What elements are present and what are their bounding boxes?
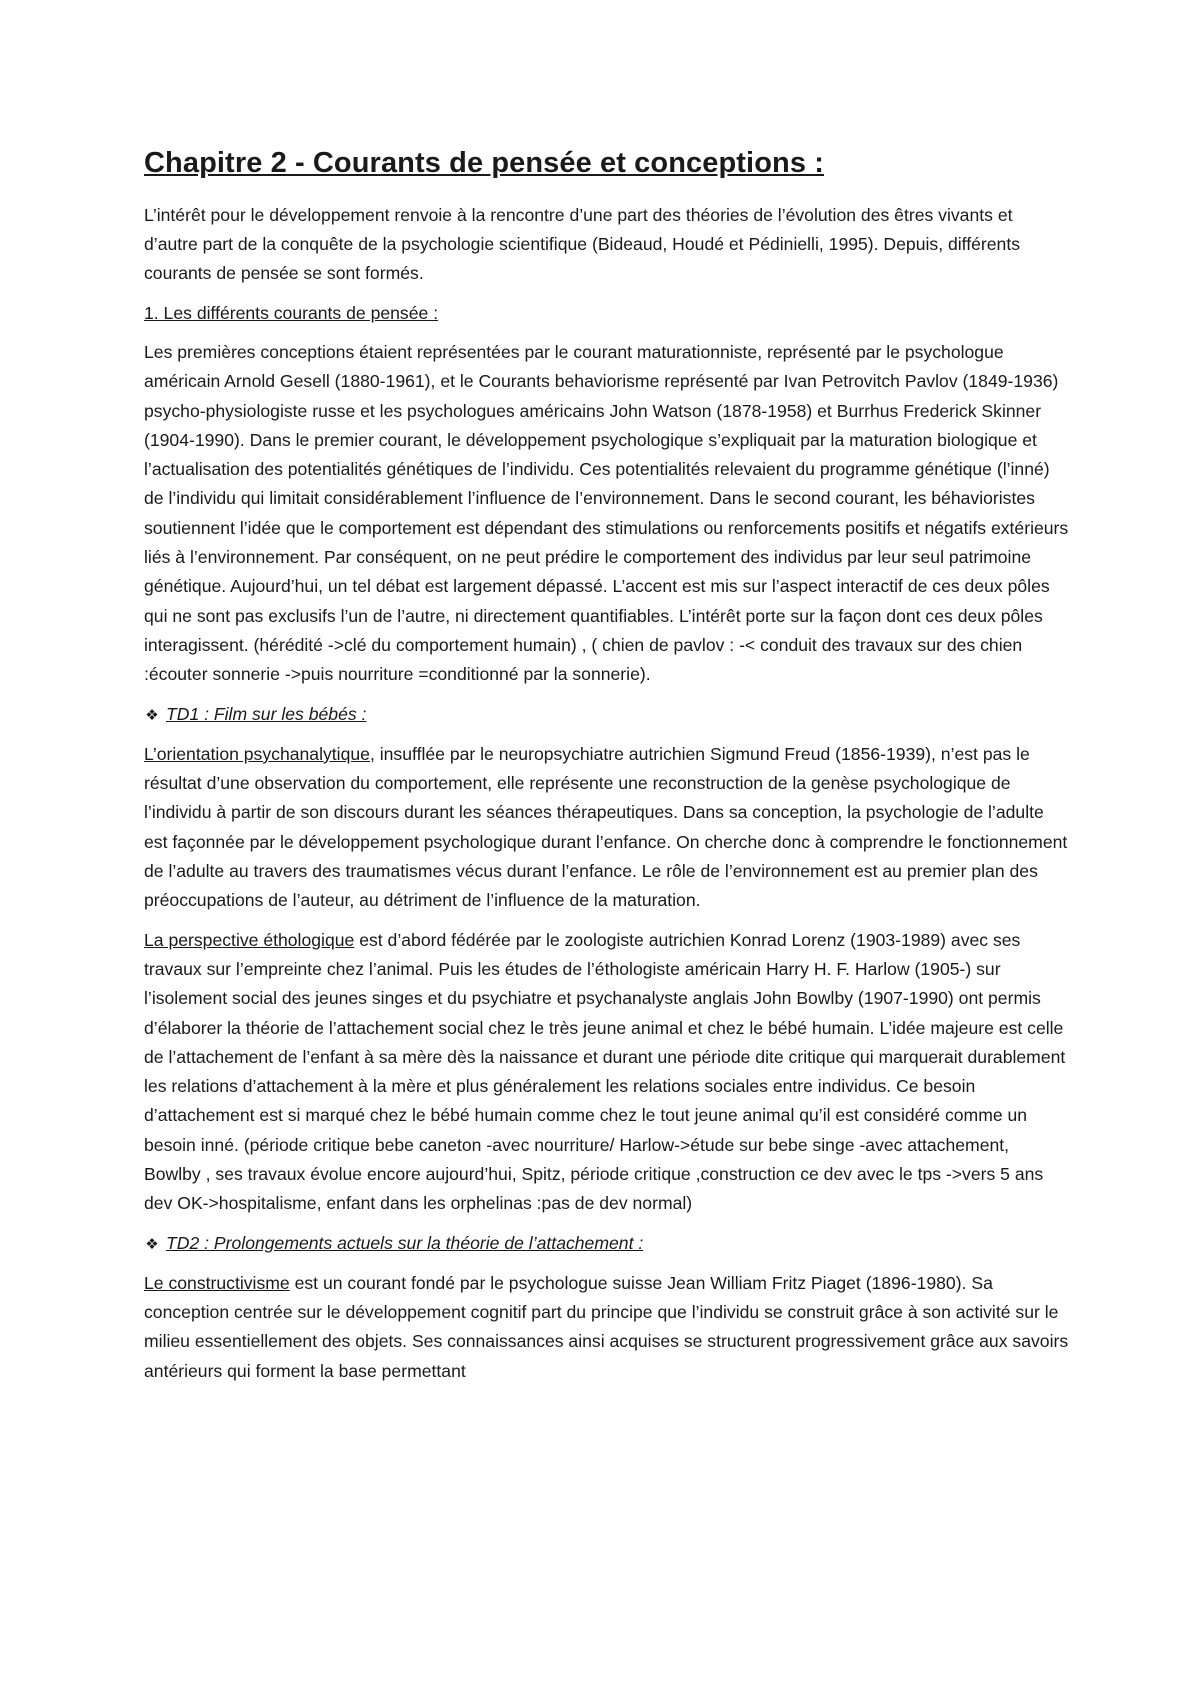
section-heading-text: 1. Les différents courants de pensée : (144, 302, 439, 323)
section-heading (144, 299, 1069, 328)
constructivism-text: est un courant fondé par le psychologue suisse Jean William Fritz Piaget (1896-1980). Sa conception centrée sur le développement cognitif part du principe que l’individu se construit grâce à son activité sur le milieu essentiellement des objets. Ses connaissances ainsi acquises se structurent progressivement grâce aux savoirs antérieurs qui forment la base permettant (144, 1272, 1069, 1381)
ethological-paragraph (144, 926, 1069, 1219)
ethological-term: La perspective éthologique (144, 929, 355, 950)
constructivism-paragraph (144, 1269, 1069, 1386)
constructivism-term: Le constructivisme (144, 1272, 290, 1293)
ethological-text: est d’abord fédérée par le zoologiste autrichien Konrad Lorenz (1903-1989) avec ses travaux sur l’empreinte chez l’animal. Puis les études de l’éthologiste américain Harry H. F. Harlow (1905-) sur l’isolement social des jeunes singes et du psychiatre et psychanalyste anglais John Bowlby (1907-1990) ont permis d’élaborer la théorie de l’attachement social chez le très jeune animal et chez le bébé humain. L’idée majeure est celle de l’attachement de l’enfant à sa mère dès la naissance et durant une période dite critique qui marquerait durablement les relations d’attachement à la mère et plus généralement les relations sociales entre individus. Ce besoin d’attachement est si marqué chez le bébé humain comme chez le tout jeune animal qu’il est considéré comme un besoin inné. (période critique bebe caneton -avec nourriture/ Harlow->étude sur bebe singe -avec attachement, Bowlby , ses travaux évolue encore aujourd’hui, Spitz, période critique ,construction ce dev avec le tps ->vers 5 ans dev OK->hospitalisme, enfant dans les orphelinas :pas de dev normal) (144, 929, 1066, 1214)
psychoanalytic-text: , insufflée par le neuropsychiatre autrichien Sigmund Freud (1856-1939), n’est pas le résultat d’une observation du comportement, elle représente une reconstruction de la genèse psychologique de l’individu à partir de son discours durant les séances thérapeutiques. Dans sa conception, la psychologie de l’adulte est façonnée par le développement psychologique durant l’enfance. On cherche donc à comprendre le fonctionnement de l’adulte au travers des traumatismes vécus durant l’enfance. Le rôle de l’environnement est au premier plan des préoccupations de l’auteur, au détriment de l’influence de la maturation. (144, 743, 1068, 911)
chapter-title: Chapitre 2 - Courants de pensée et conceptions : (144, 147, 824, 179)
intro-paragraph: L’intérêt pour le développement renvoie à la rencontre d’une part des théories de l’évolution des êtres vivants et d’autre part de la conquête de la psychologie scientifique (Bideaud, Houdé et Pédinielli, 1995). Depuis, différents courants de pensée se sont formés. (144, 204, 1021, 284)
diamond-bullet-icon: ❖ (145, 1235, 159, 1253)
psychoanalytic-term: L’orientation psychanalytique (144, 743, 370, 764)
maturation-behaviorism-paragraph: Les premières conceptions étaient représentées par le courant maturationniste, représenté par le psychologue américain Arnold Gesell (1880-1961), et le Courants behaviorisme représenté par Ivan Petrovitch Pavlov (1849-1936) psycho-physiologiste russe et les psychologues américains John Watson (1878-1958) et Burrhus Frederick Skinner (1904-1990). Dans le premier courant, le développement psychologique s’expliquait par la maturation biologique et l’actualisation des potentialités génétiques de l’individu. Ces potentialités relevaient du programme génétique (l’inné) de l’individu qui limitait considérablement l’influence de l’environnement. Dans le second courant, les béhavioristes soutiennent l’idée que le comportement est dépendant des stimulations ou renforcements positifs et négatifs extérieurs liés à l’environnement. Par conséquent, on ne peut prédire le comportement des individus par leur seul patrimoine génétique. Aujourd’hui, un tel débat est largement dépassé. L’accent est mis sur l’aspect interactif de ces deux pôles qui ne sont pas exclusifs l’un de l’autre, ni directement quantifiables. L’intérêt porte sur la façon dont ces deux pôles interagissent. (hérédité ->clé du comportement humain) , ( chien de pavlov : -< conduit des travaux sur des chien :écouter sonnerie ->puis nourriture =conditionné par la sonnerie). (144, 341, 1069, 685)
document-page (144, 146, 1069, 1386)
diamond-bullet-icon: ❖ (145, 706, 159, 724)
td2-heading (144, 1229, 1069, 1259)
psychoanalytic-paragraph (144, 740, 1069, 916)
td1-label: TD1 : Film sur les bébés : (166, 703, 367, 724)
td2-label: TD2 : Prolongements actuels sur la théorie de l’attachement : (166, 1232, 644, 1253)
td1-heading (144, 700, 1069, 730)
